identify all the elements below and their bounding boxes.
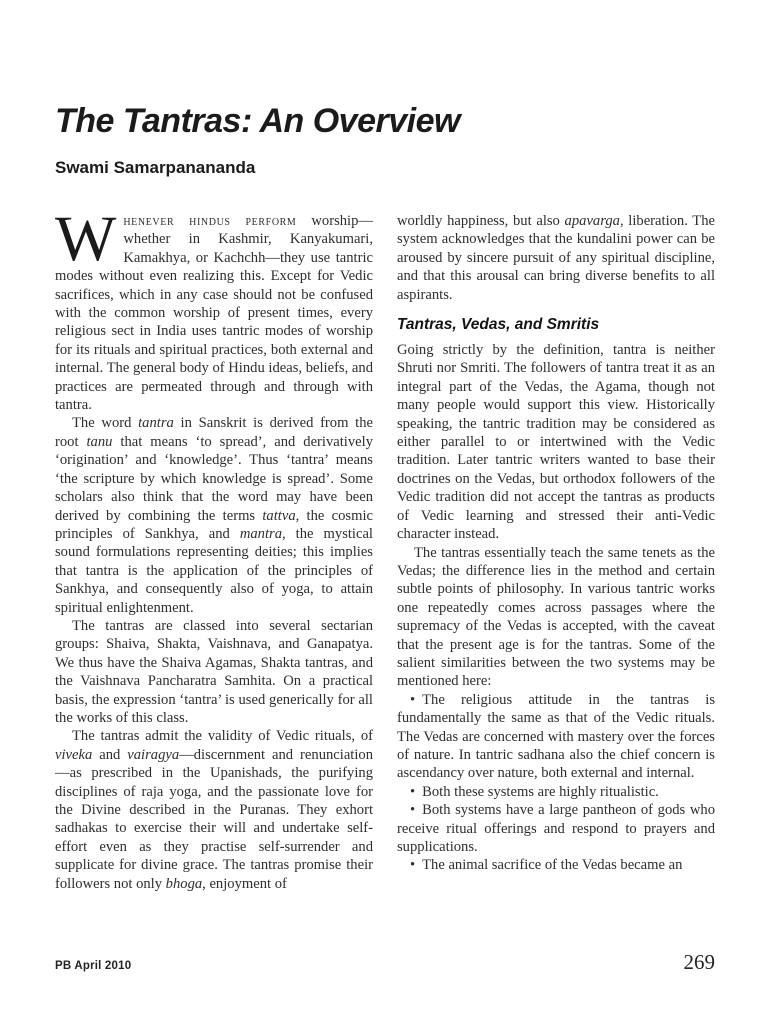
bullet-icon: • [410,783,416,800]
drop-cap: W [55,212,117,275]
paragraph: The tantras admit the validity of Vedic rituals, of viveka and vairagya—discernment and renunciation—as prescribed in the Upanishads, the purifying disciplines of raja yoga, and the passionate love for the Divine described in the Puranas. They exhort sadhakas to exercise their will and undertake self-effort even as they practise self-surrender and supplicate for divine grace. The tantras promise their followers not only bhoga, enjoyment of [55,728,373,892]
bullet-icon: • [410,857,416,874]
bullet-item: • Both these systems are highly ritualistic. [410,783,659,800]
bullet-icon: • [410,802,416,819]
paragraph: Going strictly by the definition, tantra is neither Shruti nor Smriti. The followers of tantra treat it as an integral part of the Vedas, the Agama, though not many people would support this view. Historically speaking, the tantric tradition may be considered as either parallel to or intertwined with the Vedic tradition. Later tantric writers wanted to base their doctrines on the Vedas, but orthodox followers of the Vedic tradition did not accept the tantras as products of Vedic learning and stressed their anti-Vedic character instead. [397,342,715,543]
article-body [55,212,715,948]
paragraph: worldly happiness, but also apavarga, liberation. The system acknowledges that the kundalini power can be aroused by sincere pursuit of any spiritual discipline, and that this arousal can bring diverse benefits to all aspirants. [397,213,715,303]
bullet-item: • Both systems have a large pantheon of gods who receive ritual offerings and respond to prayers and supplications. [397,802,715,855]
paragraph: The tantras essentially teach the same tenets as the Vedas; the difference lies in the method and certain subtle points of philosophy. In various tantric works one repeatedly comes across passages where the supremacy of the Vedas is accepted, with the caveat that the present age is for the tantras. Some of the salient similarities between the two systems may be mentioned here: [397,544,715,690]
paragraph: The tantras are classed into several sectarian groups: Shaiva, Shakta, Vaishnava, and Ganapatya. We thus have the Shaiva Agamas, Shakta tantras, and the Vaishnava Pancharatra Samhita. On a practical basis, the expression ‘tantra’ is used generically for all the works of this class. [55,617,373,726]
section-heading: Tantras, Vedas, and Smritis [397,316,600,334]
right-column [397,212,715,948]
bullet-icon: • [410,691,416,708]
page-footer [55,950,715,975]
paragraph: The word tantra in Sanskrit is derived from the root tanu that means ‘to spread’, and derivatively ‘origination’ and ‘knowledge’. Thus ‘tantra’ means ‘the scripture by which knowledge is spread’. Some scholars also think that the word may have been derived by combining the terms tattva, the cosmic principles of Sankhya, and mantra, the mystical sound formulations representing deities; this implies that tantra is the application of the principles of Sankhya, and consequently also of yoga, to attain spiritual enlightenment. [55,415,373,616]
article-header [55,102,715,178]
bullet-item: • The animal sacrifice of the Vedas became an [410,857,683,874]
journal-issue-label: PB April 2010 [55,960,132,972]
paragraph: Whenever hindus perform worship—whether in Kashmir, Kanyakumari, Kamakhya, or Kachchh—they use tantric modes without even realizing this. Except for Vedic sacrifices, which in any case should not be confused with the common worship of present times, every religious sect in India uses tantric modes of worship for its rituals and spiritual practices, both external and internal. The general body of Hindu ideas, beliefs, and practices are permeated through and through with tantra. [55,212,373,414]
bullet-item: • The religious attitude in the tantras is fundamentally the same as that of the Vedic rituals. The Vedas are concerned with mastery over the forces of nature. In tantric sadhana also the chief concern is ascendancy over nature, both external and internal. [397,691,715,782]
page-title: The Tantras: An Overview [55,102,460,140]
article-author: Swami Samarpanananda [55,158,256,177]
left-column [55,212,373,948]
page-number: 269 [683,950,715,974]
